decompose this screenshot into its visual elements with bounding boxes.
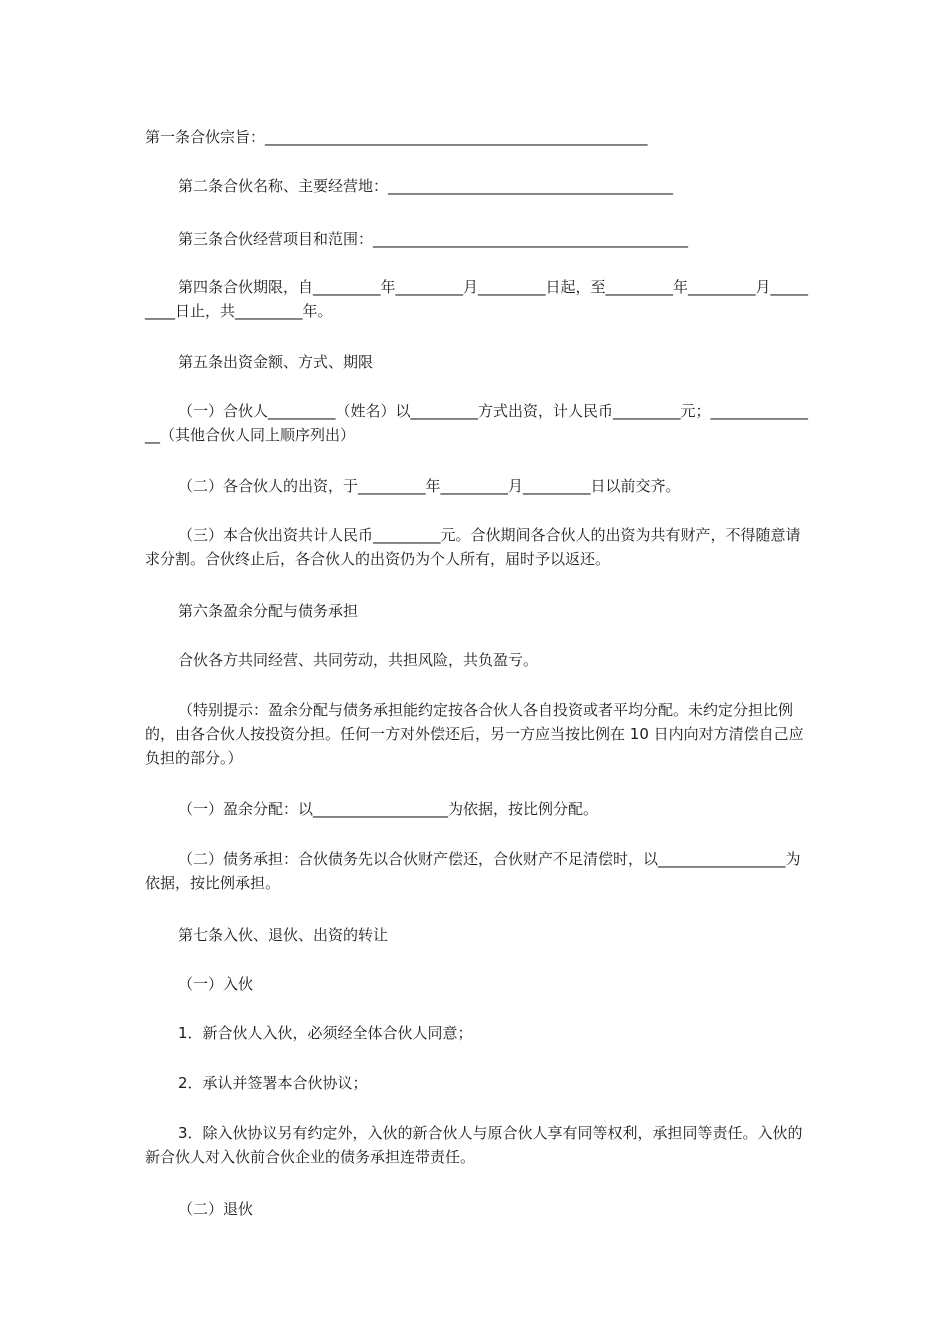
article-3-business-scope: 第三条合伙经营项目和范围：__________________________________________ (178, 230, 689, 248)
article-6-special-note: （特别提示：盈余分配与债务承担能约定按各合伙人各自投资或者平均分配。未约定分担比例的，由各合伙人按投资分担。任何一方对外偿还后，另一方应当按比例在 10 日内向对方清偿自己应负担的部分。） (145, 701, 804, 767)
article-5-heading: 第五条出资金额、方式、期限 (178, 353, 374, 371)
article-6-heading: 第六条盈余分配与债务承担 (178, 602, 359, 620)
article-6-clause-2: （二）债务承担：合伙债务先以合伙财产偿还，合伙财产不足清偿时，以_________________为依据，按比例承担。 (145, 850, 801, 892)
article-6-clause-1: （一）盈余分配：以__________________为依据，按比例分配。 (178, 800, 599, 818)
article-6-statement: 合伙各方共同经营、共同劳动，共担风险，共负盈亏。 (178, 651, 539, 669)
article-5-clause-3: （三）本合伙出资共计人民币_________元。合伙期间各合伙人的出资为共有财产，不得随意请求分割。合伙终止后，各合伙人的出资仍为个人所有，届时予以返还。 (145, 526, 801, 568)
article-7-heading: 第七条入伙、退伙、出资的转让 (178, 926, 389, 944)
article-4-term: 第四条合伙期限，自_________年_________月_________日起，至_________年_________月_________日止，共_________年。 (145, 278, 809, 320)
article-5-clause-1: （一）合伙人_________（姓名）以_________方式出资，计人民币_________元；_______________（其他合伙人同上顺序列出） (145, 402, 809, 444)
article-7-item-1: 1．新合伙人入伙，必须经全体合伙人同意； (178, 1024, 473, 1042)
article-7-item-2: 2．承认并签署本合伙协议； (178, 1074, 368, 1092)
article-2-name-address: 第二条合伙名称、主要经营地：______________________________________ (178, 177, 674, 195)
article-5-clause-2: （二）各合伙人的出资，于_________年_________月_________日以前交齐。 (178, 477, 681, 495)
article-1-purpose: 第一条合伙宗旨：___________________________________________________ (145, 128, 648, 146)
article-7-section-1: （一）入伙 (178, 975, 254, 993)
article-7-item-3: 3．除入伙协议另有约定外，入伙的新合伙人与原合伙人享有同等权利，承担同等责任。入伙的新合伙人对入伙前合伙企业的债务承担连带责任。 (145, 1124, 803, 1166)
article-7-section-2: （二）退伙 (178, 1200, 254, 1218)
